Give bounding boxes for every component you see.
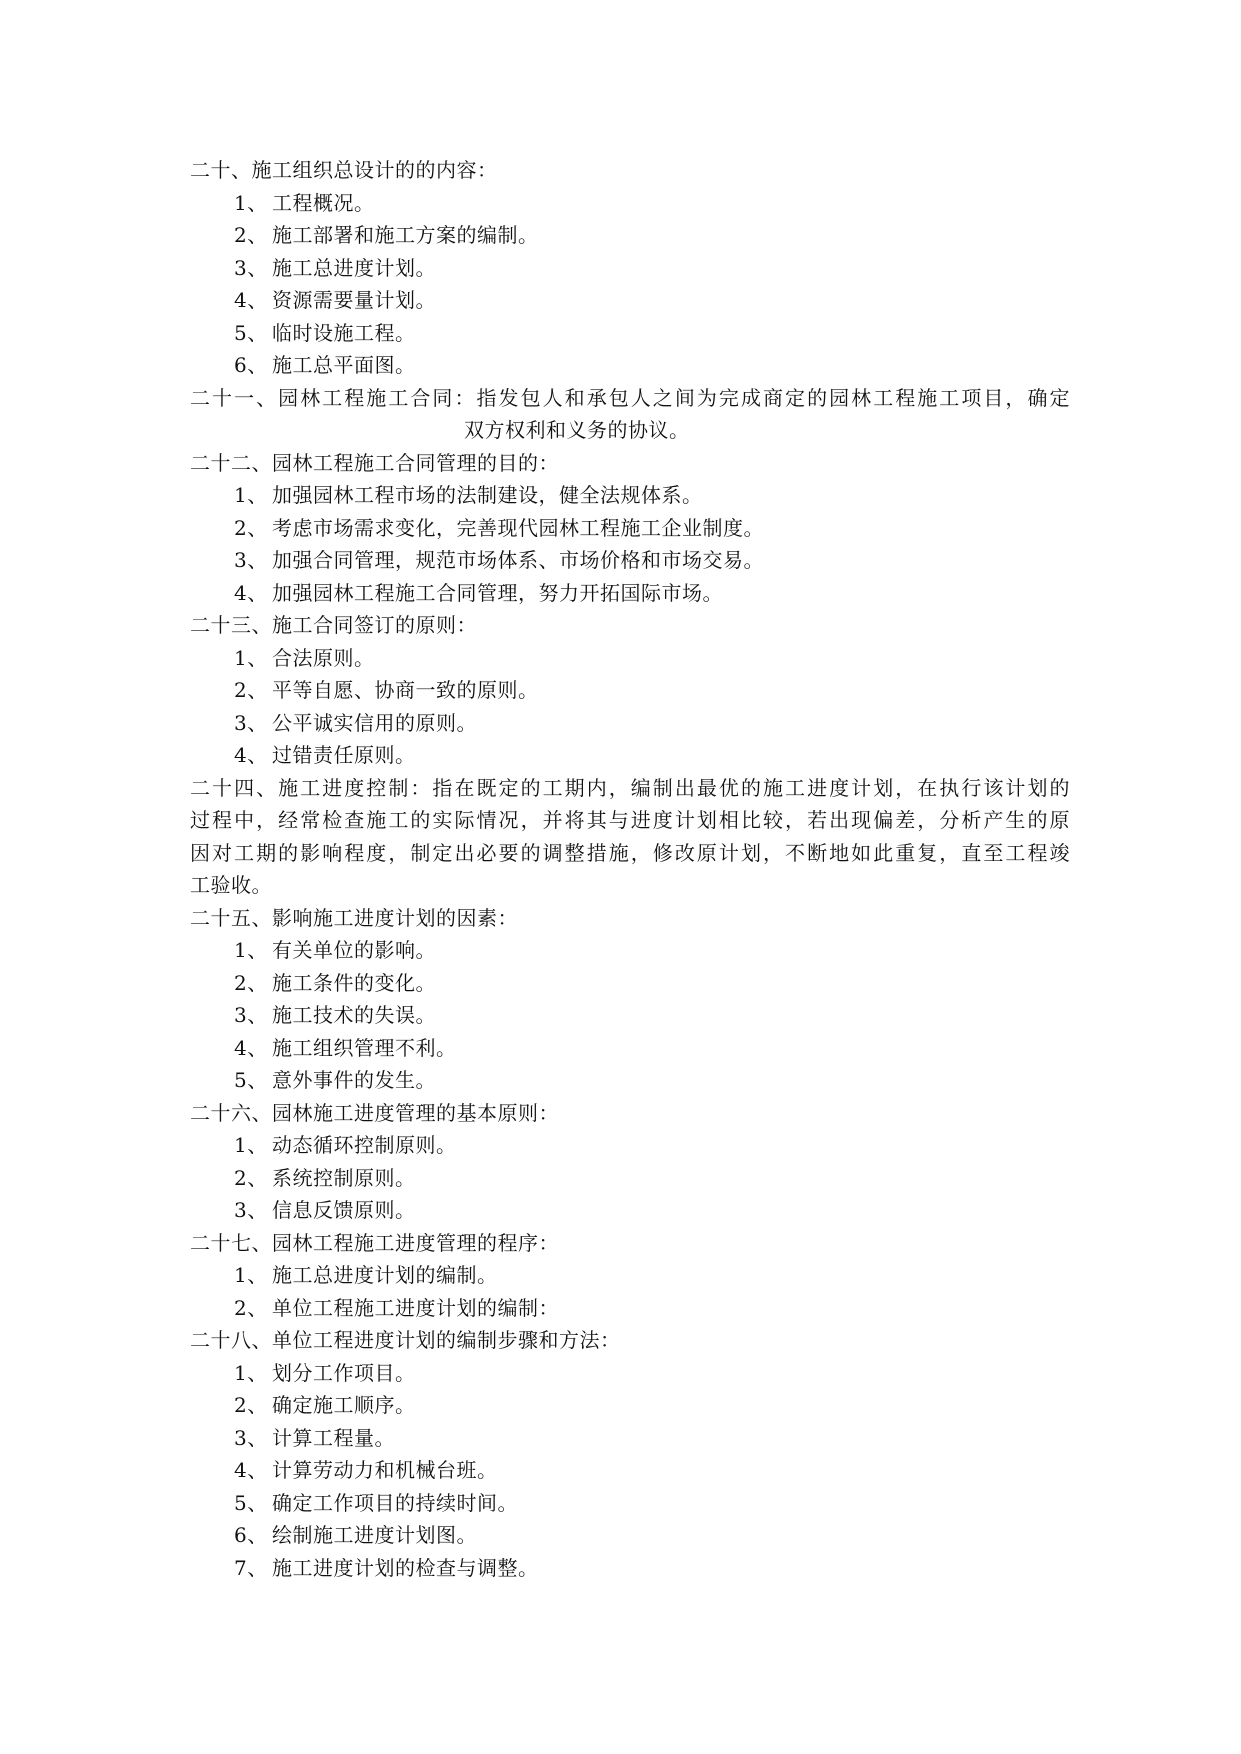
list-item xyxy=(190,317,1070,350)
item-text: 划分工作项目。 xyxy=(272,1360,416,1385)
item-text: 意外事件的发生。 xyxy=(272,1068,436,1092)
item-number: 4、 xyxy=(234,1035,268,1060)
item-text: 施工总平面图。 xyxy=(272,353,416,377)
list-item xyxy=(190,1292,1070,1325)
item-number: 2、 xyxy=(234,970,268,995)
item-text: 系统控制原则。 xyxy=(272,1165,416,1190)
document-body xyxy=(190,154,1070,1584)
item-number: 5、 xyxy=(234,1490,268,1515)
item-text: 施工进度计划的检查与调整。 xyxy=(272,1555,539,1580)
item-number: 3、 xyxy=(234,710,268,735)
list-item xyxy=(190,1064,1070,1097)
section-heading: 二十二、园林工程施工合同管理的目的： xyxy=(190,450,559,475)
definition-paragraph xyxy=(190,772,1070,902)
item-number: 3、 xyxy=(234,1003,268,1027)
item-text: 确定施工顺序。 xyxy=(272,1393,416,1417)
item-text: 动态循环控制原则。 xyxy=(272,1133,457,1157)
list-item xyxy=(190,967,1070,1000)
item-text: 临时设施工程。 xyxy=(272,320,416,345)
item-number: 2、 xyxy=(234,1165,268,1190)
list-item xyxy=(190,1129,1070,1162)
item-text: 公平诚实信用的原则。 xyxy=(272,710,477,735)
list-item xyxy=(190,1422,1070,1455)
item-text: 有关单位的影响。 xyxy=(272,938,436,962)
item-text: 信息反馈原则。 xyxy=(272,1198,416,1222)
list-item xyxy=(190,512,1070,545)
paragraph-line: 过程中，经常检查施工的实际情况，并将其与进度计划相比较，若出现偏差，分析产生的原 xyxy=(190,808,1070,832)
section-heading: 二十三、施工合同签订的原则： xyxy=(190,613,477,637)
item-number: 4、 xyxy=(234,743,268,767)
item-number: 4、 xyxy=(234,288,268,312)
item-number: 1、 xyxy=(234,645,268,670)
item-text: 施工部署和施工方案的编制。 xyxy=(272,223,539,247)
item-text: 施工总进度计划的编制。 xyxy=(272,1263,498,1287)
item-number: 7、 xyxy=(234,1555,268,1580)
list-item xyxy=(190,1519,1070,1552)
item-number: 2、 xyxy=(234,1295,268,1320)
item-number: 3、 xyxy=(234,1198,268,1222)
item-text: 加强园林工程施工合同管理，努力开拓国际市场。 xyxy=(272,580,723,605)
item-text: 施工技术的失误。 xyxy=(272,1003,436,1027)
list-item xyxy=(190,999,1070,1032)
item-text: 施工组织管理不利。 xyxy=(272,1035,457,1060)
item-number: 1、 xyxy=(234,1133,268,1157)
list-item xyxy=(190,1162,1070,1195)
item-text: 加强合同管理，规范市场体系、市场价格和市场交易。 xyxy=(272,548,764,572)
list-item xyxy=(190,577,1070,610)
list-item xyxy=(190,1194,1070,1227)
list-item xyxy=(190,1389,1070,1422)
item-number: 1、 xyxy=(234,938,268,962)
item-text: 考虑市场需求变化，完善现代园林工程施工企业制度。 xyxy=(272,515,764,540)
item-text: 单位工程施工进度计划的编制： xyxy=(272,1295,559,1320)
list-item xyxy=(190,219,1070,252)
list-item xyxy=(190,642,1070,675)
paragraph-line: 工验收。 xyxy=(190,873,272,897)
paragraph-line: 二十四、施工进度控制：指在既定的工期内，编制出最优的施工进度计划，在执行该计划的 xyxy=(190,775,1070,800)
item-text: 计算劳动力和机械台班。 xyxy=(272,1458,498,1482)
list-item xyxy=(190,1487,1070,1520)
section-heading: 二十、施工组织总设计的的内容： xyxy=(190,158,498,182)
list-item xyxy=(190,1552,1070,1585)
heading-continuation: 双方权利和义务的协议。 xyxy=(464,418,690,442)
list-item xyxy=(190,707,1070,740)
item-number: 6、 xyxy=(234,353,268,377)
item-text: 资源需要量计划。 xyxy=(272,288,436,312)
paragraph-line: 因对工期的影响程度，制定出必要的调整措施，修改原计划，不断地如此重复，直至工程竣 xyxy=(190,840,1070,865)
item-text: 绘制施工进度计划图。 xyxy=(272,1523,477,1547)
item-number: 4、 xyxy=(234,580,268,605)
list-item xyxy=(190,284,1070,317)
section-heading: 二十一、园林工程施工合同：指发包人和承包人之间为完成商定的园林工程施工项目，确定 xyxy=(190,385,1070,410)
section-heading: 二十七、园林工程施工进度管理的程序： xyxy=(190,1230,559,1255)
list-item xyxy=(190,187,1070,220)
list-item xyxy=(190,252,1070,285)
item-number: 1、 xyxy=(234,1360,268,1385)
item-number: 2、 xyxy=(234,1393,268,1417)
item-number: 1、 xyxy=(234,483,268,507)
list-item xyxy=(190,1357,1070,1390)
item-number: 5、 xyxy=(234,1068,268,1092)
item-text: 平等自愿、协商一致的原则。 xyxy=(272,678,539,702)
item-text: 确定工作项目的持续时间。 xyxy=(272,1490,518,1515)
list-item xyxy=(190,674,1070,707)
list-item xyxy=(190,1454,1070,1487)
list-item xyxy=(190,934,1070,967)
item-number: 5、 xyxy=(234,320,268,345)
item-text: 计算工程量。 xyxy=(272,1425,395,1450)
item-text: 合法原则。 xyxy=(272,645,375,670)
item-number: 3、 xyxy=(234,1425,268,1450)
item-number: 1、 xyxy=(234,1263,268,1287)
item-number: 1、 xyxy=(234,190,268,215)
item-text: 加强园林工程市场的法制建设，健全法规体系。 xyxy=(272,483,703,507)
section-heading: 二十八、单位工程进度计划的编制步骤和方法： xyxy=(190,1328,621,1352)
item-number: 4、 xyxy=(234,1458,268,1482)
section-heading: 二十五、影响施工进度计划的因素： xyxy=(190,905,518,930)
item-number: 3、 xyxy=(234,255,268,280)
list-item xyxy=(190,1032,1070,1065)
list-item xyxy=(190,349,1070,382)
item-text: 施工总进度计划。 xyxy=(272,255,436,280)
list-item xyxy=(190,479,1070,512)
item-number: 2、 xyxy=(234,223,268,247)
item-text: 工程概况。 xyxy=(272,190,375,215)
list-item xyxy=(190,1259,1070,1292)
item-number: 2、 xyxy=(234,678,268,702)
item-text: 过错责任原则。 xyxy=(272,743,416,767)
item-number: 3、 xyxy=(234,548,268,572)
item-number: 2、 xyxy=(234,515,268,540)
section-heading: 二十六、园林施工进度管理的基本原则： xyxy=(190,1100,559,1125)
item-text: 施工条件的变化。 xyxy=(272,970,436,995)
item-number: 6、 xyxy=(234,1523,268,1547)
list-item xyxy=(190,544,1070,577)
list-item xyxy=(190,739,1070,772)
